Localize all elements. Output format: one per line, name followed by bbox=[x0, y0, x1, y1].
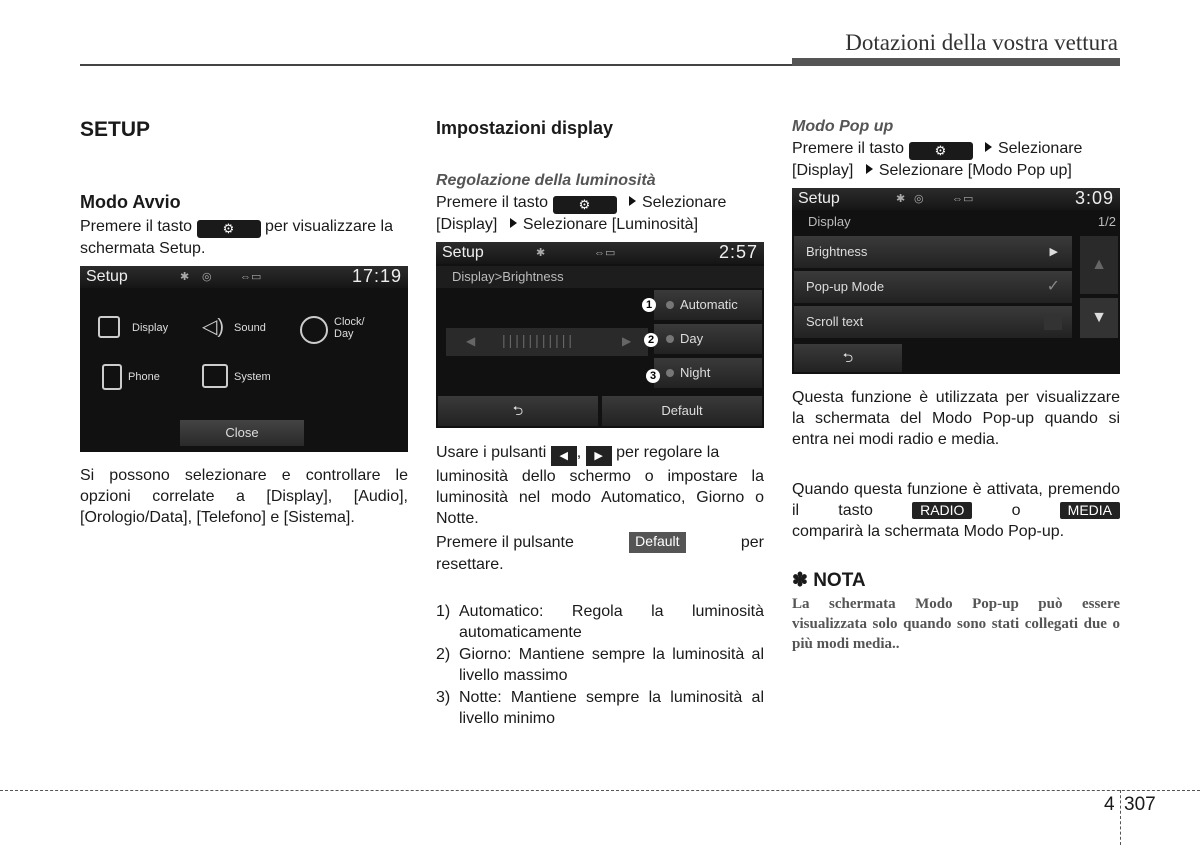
screen-title: Setup bbox=[442, 244, 484, 261]
row-brightness bbox=[794, 236, 1072, 268]
screen-status-bar bbox=[80, 266, 408, 288]
list-number: 1) bbox=[436, 603, 451, 620]
screen-status-bar bbox=[792, 188, 1120, 210]
header-rule bbox=[80, 64, 792, 66]
text-fragment: Quando questa funzione è attivata, premendo il tasto bbox=[792, 481, 1120, 519]
text-fragment: [Display] bbox=[792, 162, 854, 179]
footer-separator bbox=[1120, 790, 1121, 845]
screen-clock: 3:09 bbox=[1074, 188, 1114, 208]
setup-key-gear-icon: ⚙ bbox=[909, 142, 973, 160]
arrow-right-icon bbox=[510, 218, 517, 228]
menu-sound: Sound bbox=[234, 322, 266, 334]
radio-dot-icon bbox=[666, 335, 674, 343]
text-fragment: Selezionare bbox=[641, 194, 727, 211]
list-text: Automatico: Regola la luminosità automaticamente bbox=[459, 603, 764, 641]
note-body: La schermata Modo Pop-up può essere visualizzata solo quando sono stati collegati due o più modi media.. bbox=[792, 596, 1120, 652]
text-fragment: per visualizzare la bbox=[264, 218, 394, 235]
menu-phone: Phone bbox=[128, 371, 160, 383]
media-key-label: MEDIA bbox=[1060, 502, 1120, 519]
footer-dashed-rule bbox=[0, 790, 1200, 791]
setup-key-gear-icon: ⚙ bbox=[553, 196, 617, 214]
disc-icon: ◎ bbox=[202, 271, 212, 283]
screen-title: Setup bbox=[86, 268, 128, 285]
menu-system: System bbox=[234, 371, 271, 383]
left-arrow-button-icon: ◀ bbox=[551, 446, 577, 466]
right-arrow-button-icon: ▶ bbox=[586, 446, 612, 466]
paragraph-luminosita-steps bbox=[436, 192, 766, 235]
text-fragment: per bbox=[740, 534, 764, 551]
chevron-right-icon: ▶ bbox=[1049, 246, 1058, 258]
usb-icon: ⇔▭ bbox=[594, 247, 616, 259]
row-label: Scroll text bbox=[806, 314, 864, 329]
screen-status-bar bbox=[436, 242, 764, 264]
paragraph-popup-activation bbox=[792, 479, 1120, 542]
option-automatic bbox=[654, 290, 762, 320]
screen-breadcrumb: Display>Brightness bbox=[436, 266, 764, 288]
heading-modo-avvio: Modo Avvio bbox=[80, 192, 181, 212]
text-fragment: Usare i pulsanti bbox=[436, 444, 547, 461]
option-label: Night bbox=[680, 365, 711, 380]
running-header: Dotazioni della vostra vettura bbox=[845, 30, 1118, 55]
setup-key-gear-icon: ⚙ bbox=[197, 220, 261, 238]
radio-dot-icon bbox=[666, 369, 674, 377]
subheading-modo-popup: Modo Pop up bbox=[792, 118, 894, 135]
screen-default-button: Default bbox=[602, 396, 762, 426]
list-item bbox=[436, 687, 764, 729]
bluetooth-icon: ✱ bbox=[180, 271, 190, 283]
system-gear-icon bbox=[202, 364, 228, 388]
usb-icon: ⇔▭ bbox=[952, 193, 974, 205]
radio-key-label: RADIO bbox=[912, 502, 972, 519]
text-fragment: Premere il tasto bbox=[436, 194, 549, 211]
paragraph-options: Si possono selezionare e controllare le opzioni correlate a [Display], [Audio], [Orologio/Data], [Telefono] e [Sistema]. bbox=[80, 467, 408, 526]
display-icon bbox=[98, 316, 120, 338]
text-fragment: o bbox=[1011, 502, 1021, 519]
list-item bbox=[436, 644, 764, 686]
arrow-right-icon bbox=[629, 196, 636, 206]
checkbox-icon bbox=[1044, 314, 1062, 330]
note-title: ✽ NOTA bbox=[792, 570, 866, 591]
text-fragment: comparirà la schermata Modo Pop-up. bbox=[792, 523, 1065, 540]
bluetooth-icon: ✱ bbox=[896, 193, 906, 205]
callout-3: 3 bbox=[646, 369, 660, 383]
text-fragment: [Display] bbox=[436, 216, 498, 233]
text-fragment: Premere il pulsante bbox=[436, 534, 574, 551]
screen-close-button: Close bbox=[180, 420, 304, 446]
list-number: 2) bbox=[436, 646, 451, 663]
text-fragment: Selezionare [Modo Pop up] bbox=[878, 162, 1072, 179]
subheading-luminosita: Regolazione della luminosità bbox=[436, 172, 656, 189]
back-icon: ⮌ bbox=[438, 396, 598, 426]
disc-icon: ◎ bbox=[914, 193, 924, 205]
brightness-screen-image bbox=[436, 242, 764, 428]
menu-display: Display bbox=[132, 322, 169, 334]
paragraph-default bbox=[436, 532, 764, 553]
list-brightness-modes bbox=[436, 601, 764, 729]
text-fragment: Selezionare bbox=[997, 140, 1083, 157]
arrow-right-icon bbox=[985, 142, 992, 152]
slider-left-icon: ◀ bbox=[466, 334, 476, 348]
screen-clock: 17:19 bbox=[351, 266, 402, 286]
option-label: Automatic bbox=[680, 297, 738, 312]
row-popup-mode bbox=[794, 271, 1072, 303]
row-label: Pop-up Mode bbox=[806, 279, 885, 294]
section-title-setup: SETUP bbox=[80, 118, 151, 141]
slider-right-icon: ▶ bbox=[622, 334, 632, 348]
list-number: 3) bbox=[436, 689, 451, 706]
callout-1: 1 bbox=[642, 298, 656, 312]
paragraph-popup-description: Questa funzione è utilizzata per visualizzare la schermata del Modo Pop-up quando si entra nei modi radio e media. bbox=[792, 389, 1120, 448]
screen-breadcrumb: Display bbox=[808, 214, 851, 229]
text-fragment: Selezionare [Luminosità] bbox=[522, 216, 699, 233]
menu-clock-day: Clock/ Day bbox=[334, 316, 365, 340]
radio-dot-icon bbox=[666, 301, 674, 309]
paragraph-popup-steps bbox=[792, 138, 1122, 181]
text-fragment: schermata Setup. bbox=[80, 240, 206, 257]
chapter-number: 4 bbox=[1104, 794, 1115, 815]
row-label: Brightness bbox=[806, 244, 868, 259]
text-line bbox=[792, 479, 1120, 521]
list-item bbox=[436, 601, 764, 643]
row-scroll-text bbox=[794, 306, 1072, 338]
scroll-down-icon: ▼ bbox=[1080, 298, 1118, 338]
scroll-up-icon: ▲ bbox=[1080, 236, 1118, 294]
brightness-slider bbox=[446, 328, 648, 356]
paragraph-resettare: resettare. bbox=[436, 556, 504, 573]
clock-icon bbox=[300, 316, 328, 344]
checkmark-icon: ✓ bbox=[1046, 278, 1060, 295]
paragraph-modo-avvio bbox=[80, 216, 410, 259]
phone-icon bbox=[102, 364, 122, 390]
option-day bbox=[654, 324, 762, 354]
header-bar bbox=[792, 58, 1120, 66]
list-text: Notte: Mantiene sempre la luminosità al livello minimo bbox=[459, 689, 764, 727]
text-fragment: Premere il tasto bbox=[792, 140, 905, 157]
setup-screen-image bbox=[80, 266, 408, 452]
slider-ticks: ||||||||||| bbox=[502, 332, 576, 348]
arrow-right-icon bbox=[866, 164, 873, 174]
default-key-label: Default bbox=[629, 532, 685, 553]
speaker-icon: ◁) bbox=[202, 316, 225, 338]
page-number: 307 bbox=[1124, 794, 1156, 815]
paragraph-usare-pulsanti: Usare i pulsanti ◀ , ▶ per regolare la bbox=[436, 442, 766, 466]
back-icon: ⮌ bbox=[794, 344, 902, 372]
option-night bbox=[654, 358, 762, 388]
screen-clock: 2:57 bbox=[718, 242, 758, 262]
text-fragment: Premere il tasto bbox=[80, 218, 193, 235]
list-text: Giorno: Mantiene sempre la luminosità al livello massimo bbox=[459, 646, 764, 684]
screen-page-indicator: 1/2 bbox=[1097, 214, 1116, 229]
popup-screen-image bbox=[792, 188, 1120, 374]
screen-title: Setup bbox=[798, 190, 840, 207]
heading-impostazioni-display: Impostazioni display bbox=[436, 118, 614, 138]
paragraph-luminosita-modes: luminosità dello schermo o impostare la luminosità nel modo Automatico, Giorno o Notte. bbox=[436, 468, 764, 527]
text-fragment: per regolare la bbox=[616, 444, 720, 461]
bluetooth-icon: ✱ bbox=[536, 247, 546, 259]
callout-2: 2 bbox=[644, 333, 658, 347]
usb-icon: ⇔▭ bbox=[240, 271, 262, 283]
option-label: Day bbox=[680, 331, 704, 346]
